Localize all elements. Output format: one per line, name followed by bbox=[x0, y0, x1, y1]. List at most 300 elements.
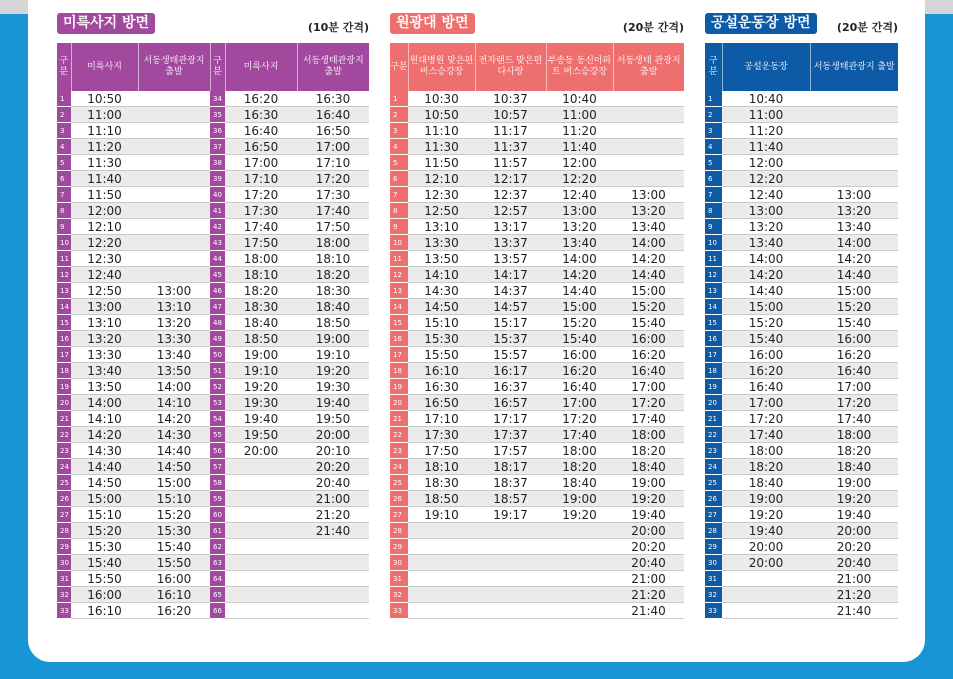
time-cell bbox=[810, 171, 898, 187]
time-cell: 11:30 bbox=[408, 139, 475, 155]
row-number: 16 bbox=[57, 331, 71, 347]
table-row bbox=[57, 571, 369, 587]
time-cell: 13:00 bbox=[722, 203, 810, 219]
time-cell bbox=[225, 603, 297, 619]
row-number: 19 bbox=[390, 379, 408, 395]
row-number: 29 bbox=[390, 539, 408, 555]
time-cell: 11:10 bbox=[408, 123, 475, 139]
time-cell bbox=[613, 155, 684, 171]
time-cell: 17:00 bbox=[225, 155, 297, 171]
time-cell: 15:20 bbox=[810, 299, 898, 315]
time-cell: 18:00 bbox=[546, 443, 613, 459]
time-cell bbox=[613, 171, 684, 187]
time-cell: 19:20 bbox=[810, 491, 898, 507]
time-cell: 14:10 bbox=[408, 267, 475, 283]
row-number: 36 bbox=[210, 123, 225, 139]
table-row bbox=[57, 411, 369, 427]
table-row bbox=[57, 587, 369, 603]
time-cell: 15:20 bbox=[71, 523, 138, 539]
table-row bbox=[57, 475, 369, 491]
row-number: 42 bbox=[210, 219, 225, 235]
row-number: 25 bbox=[57, 475, 71, 491]
time-cell: 11:00 bbox=[546, 107, 613, 123]
table-row bbox=[705, 187, 898, 203]
row-number: 65 bbox=[210, 587, 225, 603]
table-row bbox=[390, 507, 684, 523]
row-number: 26 bbox=[57, 491, 71, 507]
time-cell: 19:40 bbox=[225, 411, 297, 427]
time-cell: 13:37 bbox=[475, 235, 546, 251]
time-cell: 17:10 bbox=[408, 411, 475, 427]
row-number: 2 bbox=[705, 107, 722, 123]
table-row bbox=[705, 107, 898, 123]
time-cell: 13:20 bbox=[138, 315, 210, 331]
time-cell: 16:20 bbox=[613, 347, 684, 363]
time-cell bbox=[138, 187, 210, 203]
time-cell: 14:17 bbox=[475, 267, 546, 283]
time-cell bbox=[546, 555, 613, 571]
time-cell: 21:40 bbox=[810, 603, 898, 619]
table-row bbox=[705, 571, 898, 587]
row-number: 5 bbox=[705, 155, 722, 171]
time-cell: 14:20 bbox=[546, 267, 613, 283]
time-cell bbox=[408, 555, 475, 571]
time-cell: 18:20 bbox=[225, 283, 297, 299]
time-cell: 14:37 bbox=[475, 283, 546, 299]
time-cell bbox=[138, 251, 210, 267]
time-cell: 18:40 bbox=[225, 315, 297, 331]
time-cell: 13:50 bbox=[138, 363, 210, 379]
row-number: 10 bbox=[390, 235, 408, 251]
table-row bbox=[57, 523, 369, 539]
time-cell: 17:20 bbox=[810, 395, 898, 411]
time-cell: 19:10 bbox=[408, 507, 475, 523]
row-number: 29 bbox=[705, 539, 722, 555]
row-number: 1 bbox=[57, 91, 71, 107]
table-row bbox=[390, 523, 684, 539]
table-row bbox=[57, 603, 369, 619]
row-number: 60 bbox=[210, 507, 225, 523]
time-cell bbox=[138, 139, 210, 155]
header-cell: 서동생태관광지 출발 bbox=[138, 43, 210, 91]
time-cell: 18:37 bbox=[475, 475, 546, 491]
time-cell: 17:30 bbox=[297, 187, 369, 203]
time-cell bbox=[297, 603, 369, 619]
row-number: 59 bbox=[210, 491, 225, 507]
timetable bbox=[390, 43, 684, 619]
time-cell: 15:00 bbox=[613, 283, 684, 299]
row-number: 27 bbox=[390, 507, 408, 523]
time-cell bbox=[546, 571, 613, 587]
time-cell: 15:17 bbox=[475, 315, 546, 331]
row-number: 6 bbox=[57, 171, 71, 187]
time-cell bbox=[297, 587, 369, 603]
time-cell: 16:40 bbox=[613, 363, 684, 379]
row-number: 22 bbox=[390, 427, 408, 443]
time-cell: 15:00 bbox=[810, 283, 898, 299]
time-cell: 21:20 bbox=[613, 587, 684, 603]
row-number: 12 bbox=[390, 267, 408, 283]
time-cell: 14:30 bbox=[408, 283, 475, 299]
row-number: 8 bbox=[57, 203, 71, 219]
row-number: 28 bbox=[57, 523, 71, 539]
time-cell: 12:40 bbox=[546, 187, 613, 203]
row-number: 63 bbox=[210, 555, 225, 571]
table-row bbox=[390, 235, 684, 251]
time-cell: 18:20 bbox=[297, 267, 369, 283]
table-row bbox=[705, 219, 898, 235]
time-cell: 13:00 bbox=[546, 203, 613, 219]
row-number: 20 bbox=[705, 395, 722, 411]
row-number: 41 bbox=[210, 203, 225, 219]
row-number: 19 bbox=[705, 379, 722, 395]
table-row bbox=[705, 251, 898, 267]
table-row bbox=[57, 267, 369, 283]
table-row bbox=[57, 443, 369, 459]
time-cell: 11:00 bbox=[71, 107, 138, 123]
table-row bbox=[57, 139, 369, 155]
time-cell: 13:00 bbox=[810, 187, 898, 203]
time-cell: 10:50 bbox=[71, 91, 138, 107]
row-number: 66 bbox=[210, 603, 225, 619]
time-cell: 17:40 bbox=[225, 219, 297, 235]
row-number: 13 bbox=[705, 283, 722, 299]
time-cell: 16:00 bbox=[71, 587, 138, 603]
time-cell: 20:10 bbox=[297, 443, 369, 459]
time-cell: 19:00 bbox=[722, 491, 810, 507]
table-row bbox=[390, 571, 684, 587]
time-cell: 17:20 bbox=[297, 171, 369, 187]
time-cell: 19:40 bbox=[810, 507, 898, 523]
header-cell: 전자랜드 맞은편 다사랑 bbox=[475, 43, 546, 91]
time-cell: 13:30 bbox=[138, 331, 210, 347]
time-cell: 18:20 bbox=[810, 443, 898, 459]
time-cell: 12:50 bbox=[408, 203, 475, 219]
row-number: 5 bbox=[57, 155, 71, 171]
time-cell: 15:57 bbox=[475, 347, 546, 363]
time-cell: 11:20 bbox=[546, 123, 613, 139]
row-number: 1 bbox=[390, 91, 408, 107]
row-number: 55 bbox=[210, 427, 225, 443]
time-cell: 21:00 bbox=[613, 571, 684, 587]
table-row bbox=[705, 507, 898, 523]
time-cell: 16:57 bbox=[475, 395, 546, 411]
time-cell: 19:00 bbox=[810, 475, 898, 491]
table-row bbox=[390, 427, 684, 443]
time-cell: 12:00 bbox=[71, 203, 138, 219]
table-row bbox=[705, 155, 898, 171]
time-cell: 17:40 bbox=[297, 203, 369, 219]
header-cell: 서동생태 관광지 출발 bbox=[613, 43, 684, 91]
time-cell: 18:30 bbox=[225, 299, 297, 315]
time-cell: 21:40 bbox=[613, 603, 684, 619]
row-number: 16 bbox=[705, 331, 722, 347]
header-cell: 공설운동장 bbox=[722, 43, 810, 91]
time-cell: 19:10 bbox=[297, 347, 369, 363]
time-cell: 17:20 bbox=[722, 411, 810, 427]
time-cell bbox=[810, 155, 898, 171]
time-cell: 16:00 bbox=[722, 347, 810, 363]
time-cell: 18:50 bbox=[225, 331, 297, 347]
table-header-row bbox=[390, 43, 684, 91]
time-cell: 11:40 bbox=[71, 171, 138, 187]
time-cell bbox=[475, 587, 546, 603]
header-cell: 서동생태관광지 출발 bbox=[297, 43, 369, 91]
row-number: 30 bbox=[390, 555, 408, 571]
table-row bbox=[705, 315, 898, 331]
row-number: 43 bbox=[210, 235, 225, 251]
time-cell bbox=[722, 603, 810, 619]
time-cell: 18:40 bbox=[546, 475, 613, 491]
time-cell: 16:30 bbox=[297, 91, 369, 107]
table-row bbox=[705, 555, 898, 571]
row-number: 10 bbox=[57, 235, 71, 251]
row-number: 56 bbox=[210, 443, 225, 459]
time-cell: 13:20 bbox=[613, 203, 684, 219]
time-cell: 13:30 bbox=[408, 235, 475, 251]
row-number: 21 bbox=[705, 411, 722, 427]
table-row bbox=[390, 123, 684, 139]
time-cell: 15:00 bbox=[546, 299, 613, 315]
row-number: 22 bbox=[57, 427, 71, 443]
time-cell: 16:30 bbox=[408, 379, 475, 395]
row-number: 18 bbox=[705, 363, 722, 379]
table-row bbox=[705, 299, 898, 315]
time-cell: 18:20 bbox=[613, 443, 684, 459]
time-cell: 16:40 bbox=[225, 123, 297, 139]
time-cell: 18:10 bbox=[408, 459, 475, 475]
time-cell: 21:40 bbox=[297, 523, 369, 539]
header-cell: 구분 bbox=[57, 43, 71, 91]
time-cell bbox=[613, 107, 684, 123]
timetable-card bbox=[28, 0, 925, 662]
time-cell bbox=[722, 587, 810, 603]
time-cell: 12:30 bbox=[71, 251, 138, 267]
table-row bbox=[705, 459, 898, 475]
row-number: 6 bbox=[705, 171, 722, 187]
time-cell: 17:40 bbox=[546, 427, 613, 443]
section-interval: (20분 간격) bbox=[836, 21, 898, 34]
row-number: 40 bbox=[210, 187, 225, 203]
time-cell bbox=[546, 539, 613, 555]
time-cell bbox=[613, 91, 684, 107]
row-number: 21 bbox=[390, 411, 408, 427]
time-cell: 16:40 bbox=[722, 379, 810, 395]
time-cell: 21:00 bbox=[810, 571, 898, 587]
header-cell: 미륵사지 bbox=[71, 43, 138, 91]
row-number: 11 bbox=[390, 251, 408, 267]
time-cell: 18:30 bbox=[408, 475, 475, 491]
time-cell: 20:00 bbox=[613, 523, 684, 539]
time-cell bbox=[225, 475, 297, 491]
time-cell: 19:30 bbox=[297, 379, 369, 395]
time-cell: 17:30 bbox=[408, 427, 475, 443]
row-number: 14 bbox=[705, 299, 722, 315]
row-number: 57 bbox=[210, 459, 225, 475]
row-number: 38 bbox=[210, 155, 225, 171]
table-row bbox=[390, 491, 684, 507]
row-number: 27 bbox=[57, 507, 71, 523]
time-cell: 16:20 bbox=[138, 603, 210, 619]
time-cell bbox=[225, 491, 297, 507]
table-row bbox=[57, 315, 369, 331]
table-row bbox=[390, 107, 684, 123]
row-number: 3 bbox=[705, 123, 722, 139]
row-number: 61 bbox=[210, 523, 225, 539]
time-cell: 14:40 bbox=[722, 283, 810, 299]
table-row bbox=[390, 363, 684, 379]
time-cell: 17:30 bbox=[225, 203, 297, 219]
time-cell: 15:30 bbox=[408, 331, 475, 347]
row-number: 23 bbox=[705, 443, 722, 459]
time-cell: 15:40 bbox=[613, 315, 684, 331]
time-cell: 14:20 bbox=[722, 267, 810, 283]
table-row bbox=[705, 171, 898, 187]
time-cell: 14:40 bbox=[546, 283, 613, 299]
time-cell: 20:00 bbox=[722, 555, 810, 571]
table-row bbox=[705, 427, 898, 443]
time-cell: 11:30 bbox=[71, 155, 138, 171]
table-row bbox=[705, 523, 898, 539]
table-row bbox=[57, 299, 369, 315]
table-row bbox=[57, 203, 369, 219]
time-cell: 19:00 bbox=[546, 491, 613, 507]
row-number: 11 bbox=[705, 251, 722, 267]
row-number: 14 bbox=[57, 299, 71, 315]
time-cell: 10:40 bbox=[722, 91, 810, 107]
table-row bbox=[57, 395, 369, 411]
table-row bbox=[390, 91, 684, 107]
time-cell bbox=[546, 523, 613, 539]
row-number: 2 bbox=[57, 107, 71, 123]
table-row bbox=[57, 283, 369, 299]
time-cell: 16:40 bbox=[297, 107, 369, 123]
row-number: 31 bbox=[390, 571, 408, 587]
time-cell: 15:30 bbox=[138, 523, 210, 539]
time-cell: 17:40 bbox=[722, 427, 810, 443]
time-cell bbox=[225, 459, 297, 475]
time-cell: 18:00 bbox=[225, 251, 297, 267]
time-cell bbox=[138, 203, 210, 219]
row-number: 49 bbox=[210, 331, 225, 347]
row-number: 35 bbox=[210, 107, 225, 123]
time-cell: 15:00 bbox=[722, 299, 810, 315]
table-row bbox=[57, 219, 369, 235]
time-cell: 16:17 bbox=[475, 363, 546, 379]
table-row bbox=[705, 587, 898, 603]
time-cell: 14:00 bbox=[138, 379, 210, 395]
time-cell: 13:40 bbox=[138, 347, 210, 363]
table-row bbox=[705, 91, 898, 107]
row-number: 18 bbox=[57, 363, 71, 379]
time-cell bbox=[408, 603, 475, 619]
table-row bbox=[390, 555, 684, 571]
time-cell bbox=[297, 539, 369, 555]
time-cell: 17:00 bbox=[546, 395, 613, 411]
row-number: 24 bbox=[390, 459, 408, 475]
time-cell: 16:20 bbox=[722, 363, 810, 379]
time-cell: 17:20 bbox=[546, 411, 613, 427]
time-cell: 14:00 bbox=[722, 251, 810, 267]
time-cell: 16:10 bbox=[408, 363, 475, 379]
time-cell bbox=[138, 91, 210, 107]
time-cell: 19:20 bbox=[225, 379, 297, 395]
row-number: 15 bbox=[390, 315, 408, 331]
table-row bbox=[705, 203, 898, 219]
table-row bbox=[705, 395, 898, 411]
time-cell: 14:00 bbox=[810, 235, 898, 251]
section-interval: (10분 간격) bbox=[307, 21, 369, 34]
table-row bbox=[57, 363, 369, 379]
time-cell: 19:20 bbox=[613, 491, 684, 507]
table-row bbox=[57, 171, 369, 187]
time-cell: 13:17 bbox=[475, 219, 546, 235]
time-cell: 13:20 bbox=[722, 219, 810, 235]
time-cell: 13:50 bbox=[71, 379, 138, 395]
time-cell: 14:40 bbox=[613, 267, 684, 283]
row-number: 51 bbox=[210, 363, 225, 379]
time-cell: 19:00 bbox=[297, 331, 369, 347]
table-row bbox=[390, 299, 684, 315]
time-cell: 14:00 bbox=[71, 395, 138, 411]
row-number: 14 bbox=[390, 299, 408, 315]
table-row bbox=[705, 475, 898, 491]
time-cell: 14:40 bbox=[810, 267, 898, 283]
time-cell: 20:20 bbox=[297, 459, 369, 475]
time-cell: 16:20 bbox=[546, 363, 613, 379]
time-cell: 11:50 bbox=[408, 155, 475, 171]
time-cell: 13:57 bbox=[475, 251, 546, 267]
time-cell: 15:40 bbox=[722, 331, 810, 347]
time-cell: 12:10 bbox=[408, 171, 475, 187]
time-cell bbox=[810, 139, 898, 155]
table-row bbox=[390, 539, 684, 555]
time-cell: 12:00 bbox=[722, 155, 810, 171]
section-title: 미륵사지 방면 bbox=[57, 13, 155, 34]
row-number: 6 bbox=[390, 171, 408, 187]
table-row bbox=[705, 363, 898, 379]
time-cell: 18:40 bbox=[810, 459, 898, 475]
time-cell bbox=[138, 155, 210, 171]
time-cell: 18:30 bbox=[297, 283, 369, 299]
time-cell: 12:20 bbox=[722, 171, 810, 187]
time-cell: 13:40 bbox=[71, 363, 138, 379]
row-number: 12 bbox=[57, 267, 71, 283]
row-number: 52 bbox=[210, 379, 225, 395]
row-number: 33 bbox=[705, 603, 722, 619]
table-row bbox=[705, 491, 898, 507]
time-cell: 19:40 bbox=[613, 507, 684, 523]
row-number: 39 bbox=[210, 171, 225, 187]
row-number: 19 bbox=[57, 379, 71, 395]
row-number: 31 bbox=[705, 571, 722, 587]
time-cell: 13:50 bbox=[408, 251, 475, 267]
time-cell: 17:20 bbox=[613, 395, 684, 411]
row-number: 24 bbox=[57, 459, 71, 475]
time-cell: 18:20 bbox=[546, 459, 613, 475]
table-row bbox=[57, 331, 369, 347]
header-cell: 서동생태관광지 출발 bbox=[810, 43, 898, 91]
table-row bbox=[57, 91, 369, 107]
time-cell bbox=[475, 523, 546, 539]
time-cell: 16:30 bbox=[225, 107, 297, 123]
table-row bbox=[705, 235, 898, 251]
time-cell: 18:40 bbox=[722, 475, 810, 491]
time-cell: 17:00 bbox=[297, 139, 369, 155]
table-row bbox=[390, 331, 684, 347]
time-cell bbox=[475, 603, 546, 619]
table-row bbox=[390, 203, 684, 219]
